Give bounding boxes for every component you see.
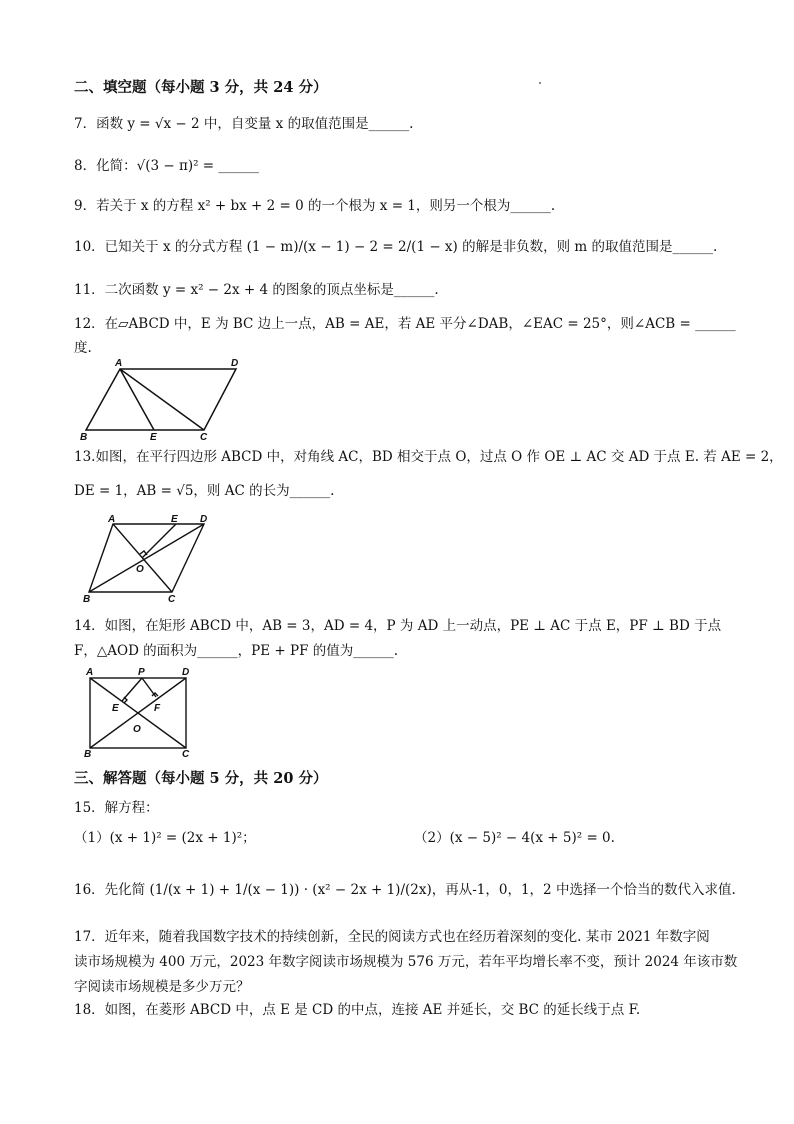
label-o: O — [136, 564, 144, 575]
question-13-line-2: DE = 1，AB = √5，则 AC 的长为______. — [74, 483, 335, 499]
question-12-line-1: 12．在▱ABCD 中，E 为 BC 边上一点，AB = AE，若 AE 平分∠DAB，∠EAC = 25°，则∠ACB = ______ — [74, 316, 736, 332]
segment-ac — [120, 369, 204, 430]
label-c: C — [168, 594, 176, 604]
label-d: D — [231, 358, 239, 369]
label-a: A — [108, 514, 116, 525]
label-a: A — [86, 667, 94, 678]
segment-ae — [120, 369, 154, 430]
question-15-part-1: （1）(x + 1)² = (2x + 1)²； — [74, 830, 256, 846]
question-16: 16．先化简 (1/(x + 1) + 1/(x − 1)) · (x² − 2x + 1)/(2x)，再从-1，0，1，2 中选择一个恰当的数代入求值. — [74, 882, 736, 898]
label-e: E — [171, 514, 178, 525]
label-b: B — [80, 432, 88, 443]
section-3-title: 三、解答题（每小题 5 分，共 20 分） — [74, 770, 328, 787]
question-7: 7．函数 y = √x − 2 中，自变量 x 的取值范围是______. — [74, 116, 414, 132]
question-18: 18．如图，在菱形 ABCD 中，点 E 是 CD 的中点，连接 AE 并延长，交 BC 的延长线于点 F. — [74, 1002, 641, 1018]
question-14-line-2: F，△AOD 的面积为______，PE + PF 的值为______. — [74, 643, 399, 659]
figure-q12 — [74, 356, 244, 444]
label-e: E — [150, 432, 157, 443]
question-17-line-3: 字阅读市场规模是多少万元？ — [74, 979, 250, 995]
scan-speck — [539, 82, 541, 84]
label-d: D — [182, 667, 190, 678]
label-c: C — [182, 749, 190, 758]
question-9: 9．若关于 x 的方程 x² + bx + 2 = 0 的一个根为 x = 1，则另一个根为______. — [74, 198, 556, 214]
figure-q13 — [80, 512, 220, 604]
label-p: P — [138, 667, 145, 678]
segment-oe — [142, 524, 176, 558]
right-angle-mark — [140, 551, 147, 555]
question-14-line-1: 14．如图，在矩形 ABCD 中，AB = 3，AD = 4，P 为 AD 上一动点，PE ⊥ AC 于点 E，PF ⊥ BD 于点 — [74, 618, 722, 634]
label-a: A — [115, 358, 123, 369]
question-13-line-1: 13.如图，在平行四边形 ABCD 中，对角线 AC，BD 相交于点 O，过点 O 作 OE ⊥ AC 交 AD 于点 E. 若 AE = 2， — [74, 449, 783, 465]
label-b: B — [84, 749, 92, 758]
question-15-part-2: （2）(x − 5)² − 4(x + 5)² = 0. — [414, 830, 615, 846]
right-angle-mark-e — [124, 697, 127, 703]
figure-q14 — [80, 664, 200, 758]
question-10: 10．已知关于 x 的分式方程 (1 − m)/(x − 1) − 2 = 2/(1 − x) 的解是非负数，则 m 的取值范围是______. — [74, 239, 718, 255]
label-d: D — [200, 514, 208, 525]
label-b: B — [83, 594, 91, 604]
label-e: E — [112, 703, 119, 714]
diagonal-bd — [89, 524, 204, 592]
label-c: C — [200, 432, 208, 443]
label-o: O — [133, 724, 141, 735]
question-15-stem: 15．解方程： — [74, 800, 159, 816]
question-11: 11．二次函数 y = x² − 2x + 4 的图象的顶点坐标是______. — [74, 282, 439, 298]
question-17-line-1: 17．近年来，随着我国数字技术的持续创新，全民的阅读方式也在经历着深刻的变化. 某市 2021 年数字阅 — [74, 929, 710, 945]
label-f: F — [154, 703, 161, 714]
question-8: 8．化简：√(3 − π)² = ______ — [74, 158, 259, 174]
question-17-line-2: 读市场规模为 400 万元，2023 年数字阅读市场规模为 576 万元，若年平均增长率不变，预计 2024 年该市数 — [74, 954, 738, 970]
question-12-line-2: 度. — [74, 340, 92, 356]
section-2-title: 二、填空题（每小题 3 分，共 24 分） — [74, 79, 328, 96]
